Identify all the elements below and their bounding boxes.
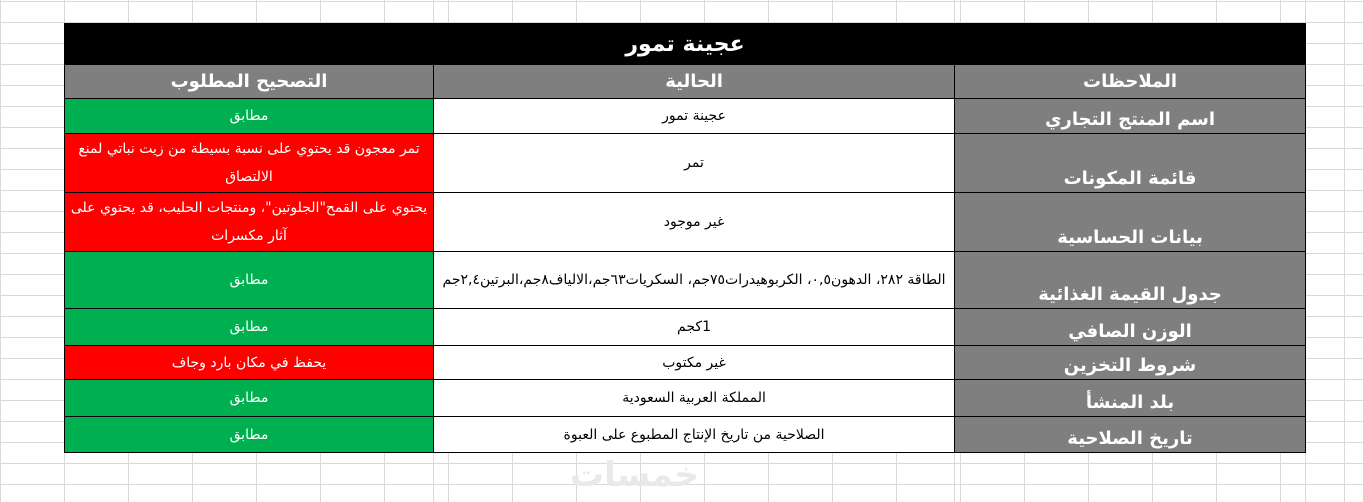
row-correction[interactable]: مطابق: [65, 417, 434, 453]
row-label[interactable]: تاريخ الصلاحية: [955, 417, 1306, 453]
row-label[interactable]: بلد المنشأ: [955, 380, 1306, 417]
table-row: [65, 380, 1306, 417]
row-label[interactable]: بيانات الحساسية: [955, 193, 1306, 252]
row-label[interactable]: اسم المنتج التجاري: [955, 99, 1306, 134]
row-label[interactable]: الوزن الصافي: [955, 309, 1306, 346]
header-current[interactable]: الحالية: [434, 65, 955, 99]
row-correction[interactable]: تمر معجون قد يحتوي على نسبة بسيطة من زيت نباتي لمنع الالتصاق: [65, 134, 434, 193]
table-row: [65, 193, 1306, 252]
title-row: [65, 24, 1306, 65]
table-row: [65, 134, 1306, 193]
row-label[interactable]: شروط التخزين: [955, 346, 1306, 380]
header-row: [65, 65, 1306, 99]
row-correction[interactable]: يحفظ في مكان بارد وجاف: [65, 346, 434, 380]
row-current-value[interactable]: الصلاحية من تاريخ الإنتاج المطبوع على العبوة: [434, 417, 955, 453]
label-review-table: [64, 23, 1306, 453]
table-row: [65, 346, 1306, 380]
row-correction[interactable]: يحتوي على القمح"الجلوتين"، ومنتجات الحليب، قد يحتوي على آثار مكسرات: [65, 193, 434, 252]
row-correction[interactable]: مطابق: [65, 99, 434, 134]
row-current-value[interactable]: عجينة تمور: [434, 99, 955, 134]
table-title[interactable]: عجينة تمور: [65, 24, 1306, 65]
row-current-value[interactable]: غير موجود: [434, 193, 955, 252]
row-correction[interactable]: مطابق: [65, 309, 434, 346]
watermark: خمسات: [570, 455, 699, 495]
row-current-value[interactable]: تمر: [434, 134, 955, 193]
row-label[interactable]: جدول القيمة الغذائية: [955, 252, 1306, 309]
row-current-value[interactable]: الطاقة ٢٨٢، الدهون٠,٥، الكربوهيدرات٧٥جم، السكريات٦٣جم،الالياف٨جم،البرتين٢,٤جم: [434, 252, 955, 309]
row-correction[interactable]: مطابق: [65, 380, 434, 417]
row-current-value[interactable]: 1كجم: [434, 309, 955, 346]
header-notes[interactable]: الملاحظات: [955, 65, 1306, 99]
table-row: [65, 252, 1306, 309]
row-current-value[interactable]: غير مكتوب: [434, 346, 955, 380]
row-correction[interactable]: مطابق: [65, 252, 434, 309]
header-correction[interactable]: التصحيح المطلوب: [65, 65, 434, 99]
table-row: [65, 309, 1306, 346]
row-current-value[interactable]: المملكة العربية السعودية: [434, 380, 955, 417]
table-row: [65, 99, 1306, 134]
table-row: [65, 417, 1306, 453]
row-label[interactable]: قائمة المكونات: [955, 134, 1306, 193]
